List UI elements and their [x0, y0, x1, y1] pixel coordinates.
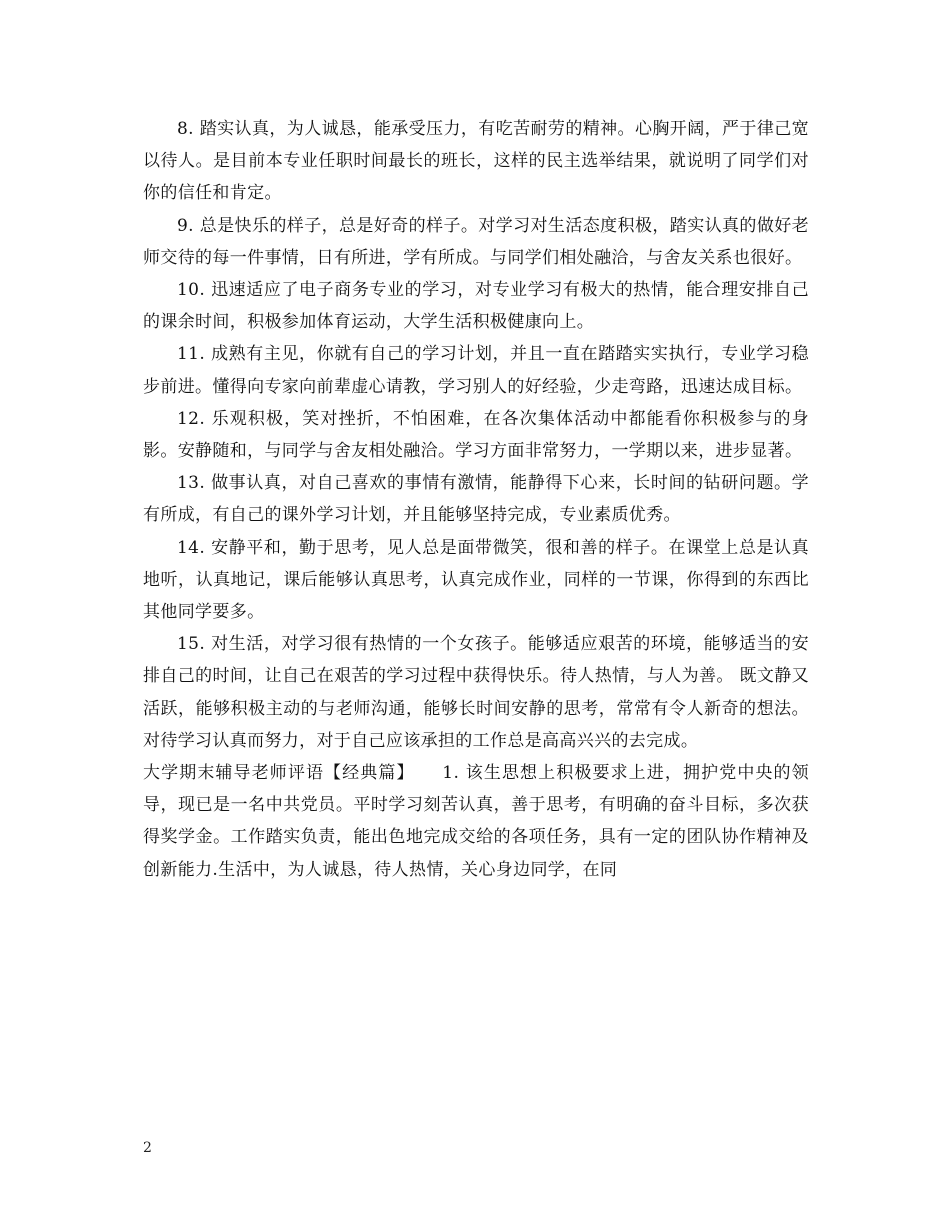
page-number: 2: [143, 1140, 152, 1156]
document-body: [143, 113, 809, 886]
paragraph-item-12: 12. 乐观积极，笑对挫折，不怕困难，在各次集体活动中都能看你积极参与的身影。安静随和，与同学与舍友相处融洽。学习方面非常努力，一学期以来，进步显著。: [143, 408, 809, 462]
paragraph-item-10: 10. 迅速适应了电子商务专业的学习，对专业学习有极大的热情，能合理安排自己的课余时间，积极参加体育运动，大学生活积极健康向上。: [143, 280, 809, 333]
paragraph-item-15: 15. 对生活，对学习很有热情的一个女孩子。能够适应艰苦的环境，能够适当的安排自己的时间，让自己在艰苦的学习过程中获得快乐。待人热情，与人为善。 既文静又活跃，能够积极主动的与老师沟通，能够长时间安静的思考，常常有令人新奇的想法。对待学习认真而努力，对于自己应该承担的工作总是高高兴兴的去完成。: [143, 634, 809, 751]
paragraph-item-14: 14. 安静平和，勤于思考，见人总是面带微笑，很和善的样子。在课堂上总是认真地听，认真地记，课后能够认真思考，认真完成作业，同样的一节课，你得到的东西比其他同学要多。: [143, 537, 809, 623]
paragraph-item-8: 8. 踏实认真，为人诚恳，能承受压力，有吃苦耐劳的精神。心胸开阔，严于律己宽以待人。是目前本专业任职时间最长的班长，这样的民主选举结果，就说明了同学们对你的信任和肯定。: [143, 119, 809, 204]
section-paragraph: 大学期末辅导老师评语【经典篇】 1. 该生思想上积极要求上进，拥护党中央的领导，现已是一名中共党员。平时学习刻苦认真，善于思考，有明确的奋斗目标，多次获得奖学金。工作踏实负责，能出色地完成交给的各项任务，具有一定的团队协作精神及创新能力.生活中，为人诚恳，待人热情，关心身边同学，在同: [143, 763, 809, 880]
paragraph-item-9: 9. 总是快乐的样子，总是好奇的样子。对学习对生活态度积极，踏实认真的做好老师交待的每一件事情，日有所进，学有所成。与同学们相处融洽，与舍友关系也很好。: [143, 215, 809, 268]
paragraph-item-11: 11. 成熟有主见，你就有自己的学习计划，并且一直在踏踏实实执行，专业学习稳步前进。懂得向专家向前辈虚心请教，学习别人的好经验，少走弯路，迅速达成目标。: [143, 344, 809, 397]
paragraph-item-13: 13. 做事认真，对自己喜欢的事情有激情，能静得下心来，长时间的钻研问题。学有所成，有自己的课外学习计划，并且能够坚持完成，专业素质优秀。: [143, 473, 809, 526]
